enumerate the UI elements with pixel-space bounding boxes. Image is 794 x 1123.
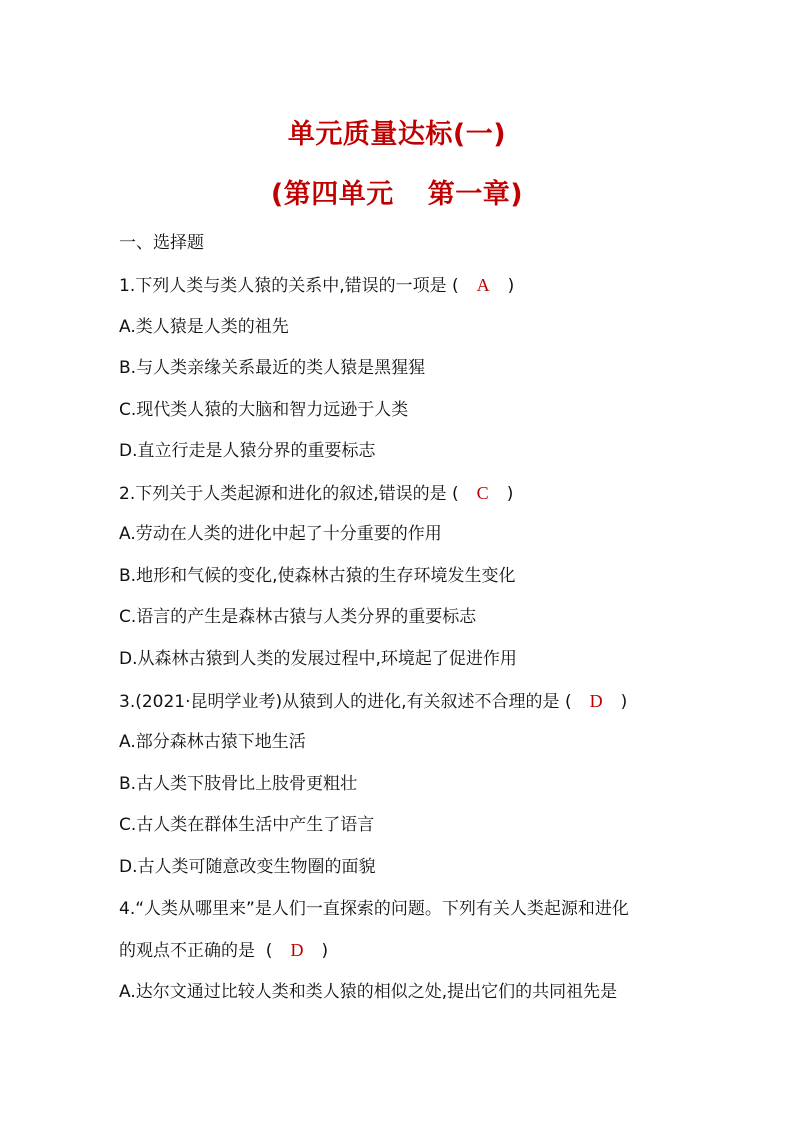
page-subtitle: [0, 172, 794, 211]
question-2-stem: 2.下列关于人类起源和进化的叙述,错误的是 ( C ): [119, 483, 514, 504]
question-stem-text: 的观点不正确的是: [119, 941, 255, 961]
question-3-option-b: B.古人类下肢骨比上肢骨更粗壮: [119, 774, 358, 794]
subtitle-part-1: (第四单元: [270, 179, 394, 210]
subtitle-part-2: 第一章): [427, 179, 524, 210]
question-2-option-b: B.地形和气候的变化,使森林古猿的生存环境发生变化: [119, 566, 516, 586]
question-1-option-a: A.类人猿是人类的祖先: [119, 317, 289, 337]
question-1-stem: 1.下列人类与类人猿的关系中,错误的一项是 ( A ): [119, 275, 515, 296]
question-4-option-a: A.达尔文通过比较人类和类人猿的相似之处,提出它们的共同祖先是: [119, 982, 618, 1002]
answer-1: A: [476, 275, 490, 295]
answer-4: D: [290, 940, 304, 960]
question-2-option-a: A.劳动在人类的进化中起了十分重要的作用: [119, 524, 442, 544]
question-1-option-d: D.直立行走是人猿分界的重要标志: [119, 441, 376, 461]
question-3-option-a: A.部分森林古猿下地生活: [119, 732, 306, 752]
question-1-option-c: C.现代类人猿的大脑和智力远逊于人类: [119, 400, 409, 420]
question-2-option-d: D.从森林古猿到人类的发展过程中,环境起了促进作用: [119, 649, 517, 669]
question-4-stem-line-1: 4.“人类从哪里来”是人们一直探索的问题。下列有关人类起源和进化: [119, 899, 629, 919]
section-heading: 一、选择题: [119, 233, 204, 253]
question-stem-text: 3.(2021·昆明学业考)从猿到人的进化,有关叙述不合理的是: [119, 692, 560, 712]
question-3-option-d: D.古人类可随意改变生物圈的面貌: [119, 857, 376, 877]
question-2-option-c: C.语言的产生是森林古猿与人类分界的重要标志: [119, 607, 477, 627]
page-title: 单元质量达标(一): [287, 119, 507, 150]
answer-2: C: [476, 483, 489, 503]
question-stem-text: 1.下列人类与类人猿的关系中,错误的一项是: [119, 276, 447, 296]
question-3-stem: 3.(2021·昆明学业考)从猿到人的进化,有关叙述不合理的是 ( D ): [119, 691, 628, 712]
question-stem-text: 2.下列关于人类起源和进化的叙述,错误的是: [119, 484, 447, 504]
question-4-stem-line-2: 的观点不正确的是 ( D ): [119, 940, 329, 961]
question-1-option-b: B.与人类亲缘关系最近的类人猿是黑猩猩: [119, 358, 426, 378]
answer-3: D: [589, 691, 603, 711]
question-3-option-c: C.古人类在群体生活中产生了语言: [119, 815, 375, 835]
